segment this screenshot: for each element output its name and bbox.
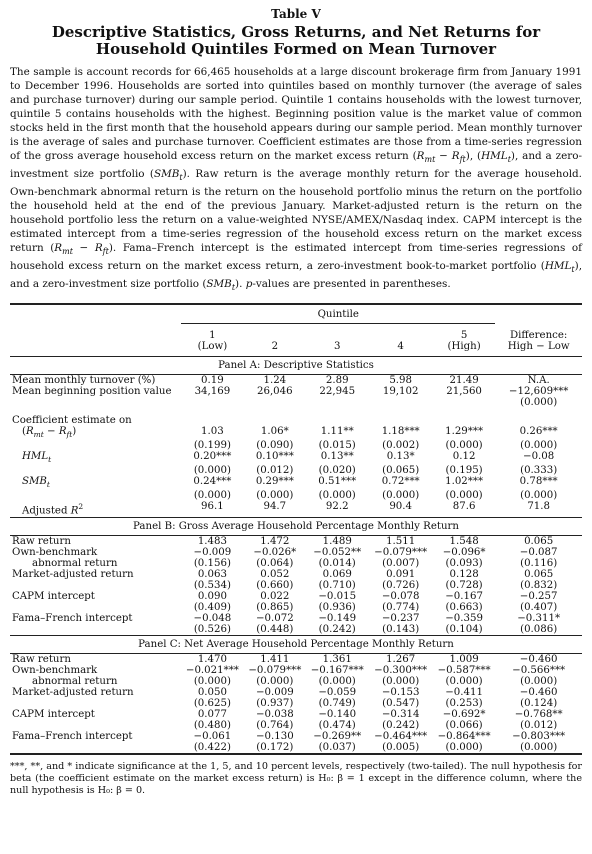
cell-value: (0.865) (256, 601, 294, 613)
cell-value: −0.167 (445, 590, 483, 602)
cell-value: −0.269** (313, 730, 362, 742)
row-label (10, 397, 181, 408)
cell-value: 0.29*** (255, 476, 294, 488)
results-table (10, 303, 582, 754)
row-label: Coefficient estimate on (12, 415, 132, 427)
cell-value: −0.08 (523, 451, 555, 463)
panel-b-row (10, 613, 582, 624)
cell-value (181, 415, 243, 426)
cell-value: 0.050 (197, 686, 227, 698)
header-empty (10, 341, 181, 357)
row-label: Market-adjusted return (12, 568, 134, 580)
caption-variable: R (94, 242, 103, 255)
row-label: Own-benchmark (12, 546, 98, 558)
cell-value: 0.72*** (381, 476, 420, 488)
caption-subscript: t (179, 173, 183, 183)
cell-value: (0.726) (382, 579, 420, 591)
cell-value: 26,046 (256, 386, 293, 398)
cell-value: (0.663) (445, 601, 483, 613)
cell-value: (0.000) (520, 440, 558, 452)
cell-value: (0.002) (382, 440, 420, 452)
cell-value: (0.832) (520, 579, 558, 591)
rule-row (10, 754, 582, 755)
cell-value: −0.768** (514, 708, 563, 720)
label-subscript: ft (66, 430, 73, 440)
caption-subscript: t (571, 265, 575, 275)
column-header-top (368, 324, 432, 341)
row-label: Mean monthly turnover (%) (12, 375, 156, 387)
cell-value: (0.937) (256, 697, 294, 709)
cell-value: (0.547) (382, 697, 420, 709)
cell-value: −0.052** (313, 546, 362, 558)
cell-value: N.A. (527, 375, 550, 387)
row-label (10, 720, 181, 731)
cell-value: 0.065 (524, 568, 554, 580)
cell-value: −0.692* (442, 708, 486, 720)
cell-value: 1.489 (322, 535, 352, 547)
panel-a-title: Panel A: Descriptive Statistics (218, 360, 374, 372)
label-variable: HML (22, 451, 49, 463)
cell-value: 92.2 (325, 501, 349, 513)
caption-subscript: t (507, 155, 511, 165)
cell-value: (0.124) (520, 697, 558, 709)
row-label (10, 698, 181, 709)
cell-value: −0.587*** (437, 664, 491, 676)
cell-value (306, 397, 368, 408)
cell-value: (0.064) (256, 557, 294, 569)
cell-value: −0.237 (381, 612, 420, 624)
cell-value (368, 397, 432, 408)
cell-value: (0.093) (445, 557, 483, 569)
cell-value: −0.153 (381, 686, 420, 698)
panel-c-row (10, 742, 582, 754)
header-bottom-row (10, 341, 582, 357)
cell-value: (0.066) (445, 719, 483, 731)
column-header-top: 5 (460, 330, 468, 342)
rule-line (10, 754, 582, 755)
cell-value (495, 415, 582, 426)
cell-value: (0.000) (445, 440, 483, 452)
cell-value: −0.140 (318, 708, 357, 720)
cell-value: 5.98 (389, 375, 413, 387)
cell-value: (0.534) (193, 579, 231, 591)
cell-value: −0.411 (445, 686, 483, 698)
panel-a-row (10, 386, 582, 397)
cell-value: 1.18*** (381, 426, 420, 438)
cell-value: 1.11** (320, 426, 354, 438)
panel-a-row (10, 415, 582, 426)
cell-value: −0.026* (253, 546, 297, 558)
table-footnote: ***, **, and * indicate significance at the 1, 5, and 10 percent levels, respectively (two-tailed). The null hypothesis for beta (the coefficient estimate on the market excess return) is H₀: β = 1 except in the difference column, where the null hypothesis is H₀: β = 0. (10, 760, 582, 796)
row-label: Mean beginning position value (12, 386, 172, 398)
table-page (10, 0, 582, 797)
row-label (10, 602, 181, 613)
panel-a-row (10, 490, 582, 501)
panel-c-row (10, 709, 582, 720)
row-label (10, 476, 181, 490)
panel-c-row (10, 654, 582, 665)
cell-value: 0.077 (197, 708, 227, 720)
cell-value: 0.128 (449, 568, 479, 580)
cell-value: (0.007) (382, 557, 420, 569)
cell-value: −12,609*** (508, 386, 569, 398)
panel-b-row (10, 558, 582, 569)
cell-value: 0.10*** (255, 451, 294, 463)
cell-value: (0.065) (382, 465, 420, 477)
panel-c-row (10, 698, 582, 709)
cell-value: 2.89 (325, 375, 349, 387)
cell-value: −0.015 (318, 590, 357, 602)
cell-value: 0.069 (322, 568, 352, 580)
panel-c-row (10, 687, 582, 698)
cell-value: −0.021*** (185, 664, 239, 676)
cell-value: 96.1 (201, 501, 224, 513)
cell-value: (0.000) (445, 675, 483, 687)
cell-value: −0.096* (442, 546, 486, 558)
panel-c-row (10, 720, 582, 731)
row-label: Adjusted $R^2$ (22, 502, 84, 517)
row-label: CAPM intercept (12, 590, 95, 602)
row-label: Fama–French intercept (12, 612, 133, 624)
cell-value (244, 415, 306, 426)
cell-value: −0.059 (318, 686, 357, 698)
cell-value: (0.333) (520, 465, 558, 477)
cell-value: 1.548 (449, 535, 479, 547)
panel-b-row (10, 624, 582, 636)
cell-value: −0.167*** (310, 664, 364, 676)
panel-a-row (10, 397, 582, 408)
row-label: Fama–French intercept (12, 730, 133, 742)
cell-value: 0.19 (201, 375, 224, 387)
panel-a-row (10, 501, 582, 517)
cell-value: 1.411 (260, 653, 290, 665)
cell-value: −0.314 (381, 708, 420, 720)
caption-variable: SMB (153, 168, 180, 181)
cell-value: −0.072 (255, 612, 294, 624)
column-header-top (306, 324, 368, 341)
cell-value: (0.195) (445, 465, 483, 477)
cell-value: 0.022 (260, 590, 290, 602)
cell-value: 0.20*** (193, 451, 232, 463)
panel-a-row (10, 375, 582, 386)
cell-value: −0.803*** (512, 730, 566, 742)
cell-value: (0.015) (318, 440, 356, 452)
panel-b-title: Panel B: Gross Average Household Percentage Monthly Return (133, 520, 459, 532)
cell-value: 0.091 (386, 568, 416, 580)
cell-value: 1.483 (197, 535, 227, 547)
panel-b-row (10, 591, 582, 602)
row-label (10, 490, 181, 501)
label-subscript: t (48, 455, 52, 465)
cell-value: −0.061 (193, 730, 232, 742)
cell-value: (0.000) (520, 397, 558, 409)
column-header-top: Difference: (509, 330, 568, 342)
label-subscript: mt (33, 430, 44, 440)
column-header-bottom: (High) (447, 341, 481, 353)
cell-value: (0.005) (382, 741, 420, 753)
label-variable: R (70, 505, 79, 517)
cell-value: 0.063 (197, 568, 227, 580)
caption-subscript: ft (102, 247, 109, 257)
cell-value: (0.000) (520, 741, 558, 753)
column-header-bottom: 3 (334, 341, 341, 353)
row-label (10, 465, 181, 476)
cell-value: 1.29*** (445, 426, 484, 438)
gap-cell (10, 408, 582, 415)
header-top-row (10, 324, 582, 341)
cell-value: (0.116) (520, 557, 558, 569)
cell-value: (0.242) (318, 623, 356, 635)
cell-value: 1.03 (201, 426, 224, 438)
table-caption: The sample is account records for 66,465 households at a large discount brokerage firm from January 1991 to December 1996. Households are sorted into quintiles based on monthly turnover (the average of sales and purchase turnover) during our sample period. Quintile 1 contains households with the lowest turnover, quintile 5 contains households with the highest. Beginning position value is the market value of common stocks held in the first month that the household appears during our sample period. Mean monthly turnover is the average of sales and purchase turnover. Coefficient estimates are those from a time-series regression of the gross average household excess return on the market excess return $(R_{mt} - R_{ft})$, $(HML_t)$, and a zero-investment size portfolio $(SMB_t)$. Raw return is the average monthly return for the average household. Own-benchmark abnormal return is the return on the household portfolio minus the return on the portfolio the household held at the end of the previous January. Market-adjusted return is the return on the household portfolio less the return on a value-weighted NYSE/AMEX/Nasdaq index. CAPM intercept is the estimated intercept from a time-series regression of the household excess return on the market excess return $(R_{mt} - R_{ft})$. Fama–French intercept is the estimated intercept from time-series regressions of household excess return on the market excess return, a zero-investment book-to-market portfolio $(HML_t)$, and a zero-investment size portfolio $(SMB_t)$. p-values are presented in parentheses. (10, 66, 582, 293)
caption-variable: SMB (206, 278, 232, 291)
cell-value: (0.480) (193, 719, 231, 731)
cell-value: (0.000) (318, 490, 356, 502)
cell-value: (0.090) (256, 440, 294, 452)
cell-value: −0.460 (519, 686, 558, 698)
cell-value: (0.526) (193, 623, 231, 635)
row-label (10, 451, 181, 465)
cell-value: −0.149 (318, 612, 357, 624)
cell-value: 0.090 (197, 590, 227, 602)
cell-value: (0.710) (318, 579, 356, 591)
cell-value (181, 397, 243, 408)
column-header-bottom: 4 (397, 341, 404, 353)
cell-value: −0.257 (519, 590, 558, 602)
cell-value: (0.242) (382, 719, 420, 731)
panel-b-row (10, 536, 582, 547)
caption-variable: HML (481, 150, 508, 162)
cell-value: (0.422) (193, 741, 231, 753)
cell-value: 0.12 (452, 451, 476, 463)
cell-value: (0.728) (445, 579, 483, 591)
caption-variable: HML (544, 260, 572, 273)
cell-value: 1.361 (322, 653, 352, 665)
cell-value: 90.4 (389, 501, 413, 513)
cell-value: −0.009 (255, 686, 294, 698)
cell-value (433, 397, 495, 408)
panel-a-row (10, 465, 582, 476)
cell-value: −0.300*** (374, 664, 428, 676)
cell-value: 19,102 (382, 386, 419, 398)
caption-subscript: mt (62, 247, 73, 257)
cell-value: (0.000) (520, 675, 558, 687)
panel-b-row (10, 547, 582, 558)
cell-value: (0.199) (193, 440, 231, 452)
panel-c-row (10, 676, 582, 687)
cell-value: (0.000) (318, 675, 356, 687)
row-label (10, 742, 181, 754)
cell-value: (0.000) (445, 490, 483, 502)
panel-b-title-row (10, 518, 582, 536)
cell-value: 1.24 (263, 375, 287, 387)
column-header-top: 1 (209, 330, 216, 342)
cell-value: 1.06* (260, 426, 289, 438)
cell-value: (0.143) (382, 623, 420, 635)
cell-value: −0.864*** (437, 730, 491, 742)
table-title: Descriptive Statistics, Gross Returns, and Net Returns for Household Quintiles Formed on Mean Turnover (51, 23, 541, 58)
cell-value: (0.000) (256, 675, 294, 687)
label-variable: R (58, 426, 67, 438)
panel-c-row (10, 731, 582, 742)
row-label (10, 624, 181, 636)
cell-value: −0.079*** (248, 664, 302, 676)
cell-value: 34,169 (194, 386, 231, 398)
header-empty (10, 324, 181, 341)
cell-value: (0.936) (318, 601, 356, 613)
cell-value: (0.012) (256, 465, 294, 477)
cell-value: −0.311* (517, 612, 561, 624)
cell-value: (0.000) (445, 741, 483, 753)
panel-a-row (10, 440, 582, 451)
row-label: abnormal return (32, 557, 118, 569)
cell-value: −0.087 (519, 546, 558, 558)
caption-variable: p (245, 278, 253, 291)
cell-value: 94.7 (263, 501, 287, 513)
table-label: Table V (271, 7, 321, 21)
caption-variable: R (416, 150, 425, 162)
cell-value: 0.13** (320, 451, 354, 463)
caption-subscript: ft (459, 155, 466, 165)
row-label: Raw return (12, 653, 71, 665)
cell-value: 0.51*** (318, 476, 357, 488)
cell-value: 0.24*** (193, 476, 232, 488)
cell-value: 0.78*** (519, 476, 558, 488)
cell-value: (0.660) (256, 579, 294, 591)
row-label: abnormal return (32, 675, 118, 687)
row-label: Raw return (12, 535, 71, 547)
cell-value: (0.764) (256, 719, 294, 731)
cell-value: (0.037) (318, 741, 356, 753)
panel-a-row (10, 476, 582, 490)
row-label (10, 580, 181, 591)
cell-value: (0.000) (193, 675, 231, 687)
cell-value: 0.26*** (519, 426, 558, 438)
column-header-bottom: 2 (271, 341, 279, 353)
cell-value: (0.020) (318, 465, 356, 477)
cell-value: −0.078 (381, 590, 420, 602)
cell-value: 0.065 (524, 535, 554, 547)
cell-value: (0.000) (382, 675, 420, 687)
cell-value: (0.012) (520, 719, 558, 731)
cell-value: (0.000) (193, 490, 231, 502)
panel-b-row (10, 602, 582, 613)
cell-value: (0.253) (445, 697, 483, 709)
cell-value: 71.8 (527, 501, 550, 513)
panel-c-row (10, 665, 582, 676)
cell-value: −0.079*** (374, 546, 428, 558)
row-label (10, 440, 181, 451)
cell-value: 87.6 (452, 501, 476, 513)
cell-value: (0.409) (193, 601, 231, 613)
cell-value: 1.472 (260, 535, 290, 547)
cell-value: (0.000) (520, 490, 558, 502)
cell-value: (0.625) (193, 697, 231, 709)
cell-value (306, 415, 368, 426)
label-superscript: 2 (78, 502, 84, 512)
header-empty (495, 305, 582, 324)
cell-value: 22,945 (319, 386, 356, 398)
label-variable: SMB (22, 476, 47, 488)
cell-value: 0.052 (260, 568, 290, 580)
cell-value: 21,560 (446, 386, 482, 398)
row-label: CAPM intercept (12, 708, 95, 720)
cell-value: −0.009 (193, 546, 232, 558)
panel-b-row (10, 580, 582, 591)
cell-value: (0.086) (520, 623, 558, 635)
cell-value: 1.02*** (445, 476, 484, 488)
cell-value (244, 397, 306, 408)
panel-c-title-row (10, 636, 582, 654)
cell-value: −0.464*** (374, 730, 428, 742)
cell-value: −0.130 (255, 730, 294, 742)
cell-value: 1.511 (386, 535, 416, 547)
caption-subscript: t (231, 283, 236, 293)
cell-value (368, 415, 432, 426)
row-label: Market-adjusted return (12, 686, 134, 698)
panel-a-row (10, 451, 582, 465)
cell-value: (0.448) (256, 623, 294, 635)
row-label: $(R_{mt} - R_{ft})$ (22, 426, 77, 440)
cell-value: (0.000) (256, 490, 294, 502)
header-quintile-row (10, 305, 582, 324)
gap-row (10, 408, 582, 415)
cell-value: (0.774) (382, 601, 420, 613)
panel-b-row (10, 569, 582, 580)
column-header-top (244, 324, 306, 341)
label-subscript: t (46, 480, 50, 490)
column-header-bottom: (Low) (197, 341, 228, 353)
caption-subscript: mt (424, 155, 436, 165)
cell-value: (0.156) (193, 557, 231, 569)
cell-value: −0.048 (193, 612, 232, 624)
cell-value: 21.49 (449, 375, 479, 387)
cell-value: −0.359 (445, 612, 483, 624)
row-label: Own-benchmark (12, 664, 98, 676)
cell-value: 1.267 (386, 653, 416, 665)
caption-variable: R (54, 242, 63, 255)
header-quintile: Quintile (317, 309, 359, 321)
cell-value: 1.009 (449, 653, 479, 665)
cell-value: (0.172) (256, 741, 294, 753)
column-header-bottom: High − Low (507, 341, 570, 353)
header-empty (10, 305, 181, 324)
caption-variable: R (451, 150, 460, 162)
cell-value: −0.566*** (512, 664, 566, 676)
panel-a-row (10, 426, 582, 440)
panel-c-title: Panel C: Net Average Household Percentage Monthly Return (138, 638, 454, 650)
cell-value (433, 415, 495, 426)
cell-value: 0.13* (386, 451, 415, 463)
cell-value: (0.014) (318, 557, 356, 569)
cell-value: 1.470 (197, 653, 227, 665)
cell-value: (0.407) (520, 601, 558, 613)
cell-value: (0.000) (193, 465, 231, 477)
cell-value: −0.460 (519, 653, 558, 665)
cell-value: (0.000) (382, 490, 420, 502)
panel-a-title-row (10, 357, 582, 375)
cell-value: (0.104) (445, 623, 483, 635)
cell-value: −0.038 (255, 708, 294, 720)
cell-value: (0.474) (318, 719, 356, 731)
cell-value: (0.749) (318, 697, 356, 709)
label-variable: R (25, 426, 34, 438)
